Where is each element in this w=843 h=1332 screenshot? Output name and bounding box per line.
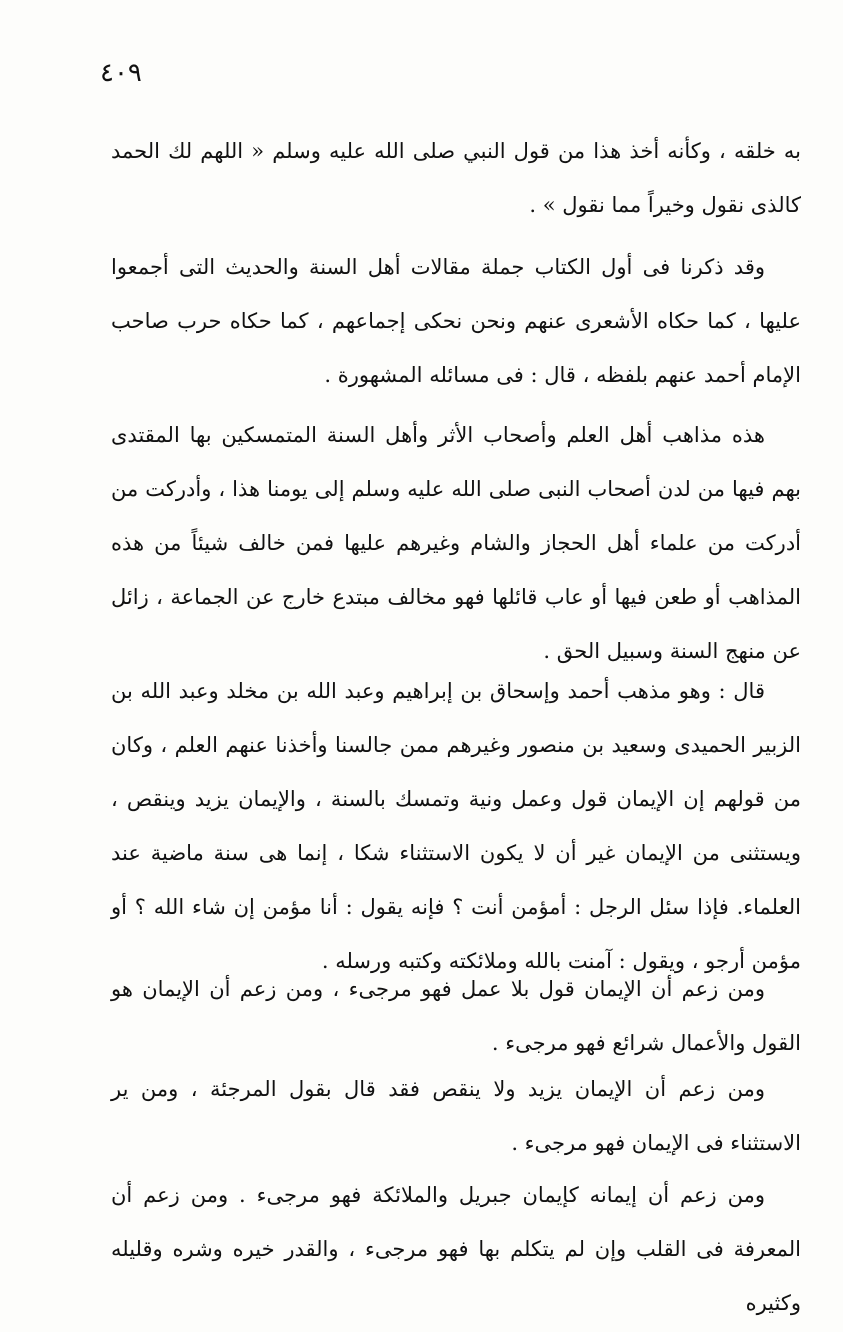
paragraph-consensus-intro [111, 240, 801, 402]
paragraph-murjia-2 [111, 1062, 801, 1170]
paragraph-text: به خلقه ، وكأنه أخذ هذا من قول النبي صلى الله عليه وسلم « اللهم لك الحمد كالذى نقول وخيراً مما نقول » . [111, 139, 801, 217]
paragraph-madhahib [111, 408, 801, 678]
paragraph-text: ومن زعم أن إيمانه كإيمان جبريل والملائكة فهو مرجىء . ومن زعم أن المعرفة فى القلب وإن لم يتكلم بها فهو مرجىء ، والقدر خيره وشره وقليله وكثيره [111, 1183, 801, 1315]
paragraph-murjia-1 [111, 962, 801, 1070]
paragraph-continuation [111, 124, 801, 232]
paragraph-text: وقد ذكرنا فى أول الكتاب جملة مقالات أهل السنة والحديث التى أجمعوا عليها ، كما حكاه الأشعرى عنهم ونحن نحكى إجماعهم ، كما حكاه حرب صاحب الإمام أحمد عنهم بلفظه ، قال : فى مسائله المشهورة . [111, 255, 801, 387]
paragraph-text: هذه مذاهب أهل العلم وأصحاب الأثر وأهل السنة المتمسكين بها المقتدى بهم فيها من لدن أصحاب النبى صلى الله عليه وسلم إلى يومنا هذا ، وأدركت من أدركت من علماء أهل الحجاز والشام وغيرهم عليها فمن خالف شيئاً من هذه المذاهب أو طعن فيها أو عاب قائلها فهو مخالف مبتدع خارج عن الجماعة ، زائل عن منهج السنة وسبيل الحق . [111, 423, 801, 663]
paragraph-murjia-3 [111, 1168, 801, 1330]
paragraph-text: ومن زعم أن الإيمان قول بلا عمل فهو مرجىء ، ومن زعم أن الإيمان هو القول والأعمال شرائع فهو مرجىء . [111, 977, 801, 1055]
paragraph-text: قال : وهو مذهب أحمد وإسحاق بن إبراهيم وعبد الله بن مخلد وعبد الله بن الزبير الحميدى وسعيد بن منصور وغيرهم ممن جالسنا وأخذنا عنهم العلم ، وكان من قولهم إن الإيمان قول وعمل ونية وتمسك بالسنة ، والإيمان يزيد وينقص ، ويستثنى من الإيمان غير أن لا يكون الاستثناء شكا ، إنما هى سنة ماضية عند العلماء. فإذا سئل الرجل : أمؤمن أنت ؟ فإنه يقول : أنا مؤمن إن شاء الله ؟ أو مؤمن أرجو ، ويقول : آمنت بالله وملائكته وكتبه ورسله . [111, 679, 801, 973]
page-number: ٤٠٩ [100, 58, 142, 88]
paragraph-iman-definition [111, 664, 801, 988]
paragraph-text: ومن زعم أن الإيمان يزيد ولا ينقص فقد قال بقول المرجئة ، ومن ير الاستثناء فى الإيمان فهو مرجىء . [111, 1077, 801, 1155]
